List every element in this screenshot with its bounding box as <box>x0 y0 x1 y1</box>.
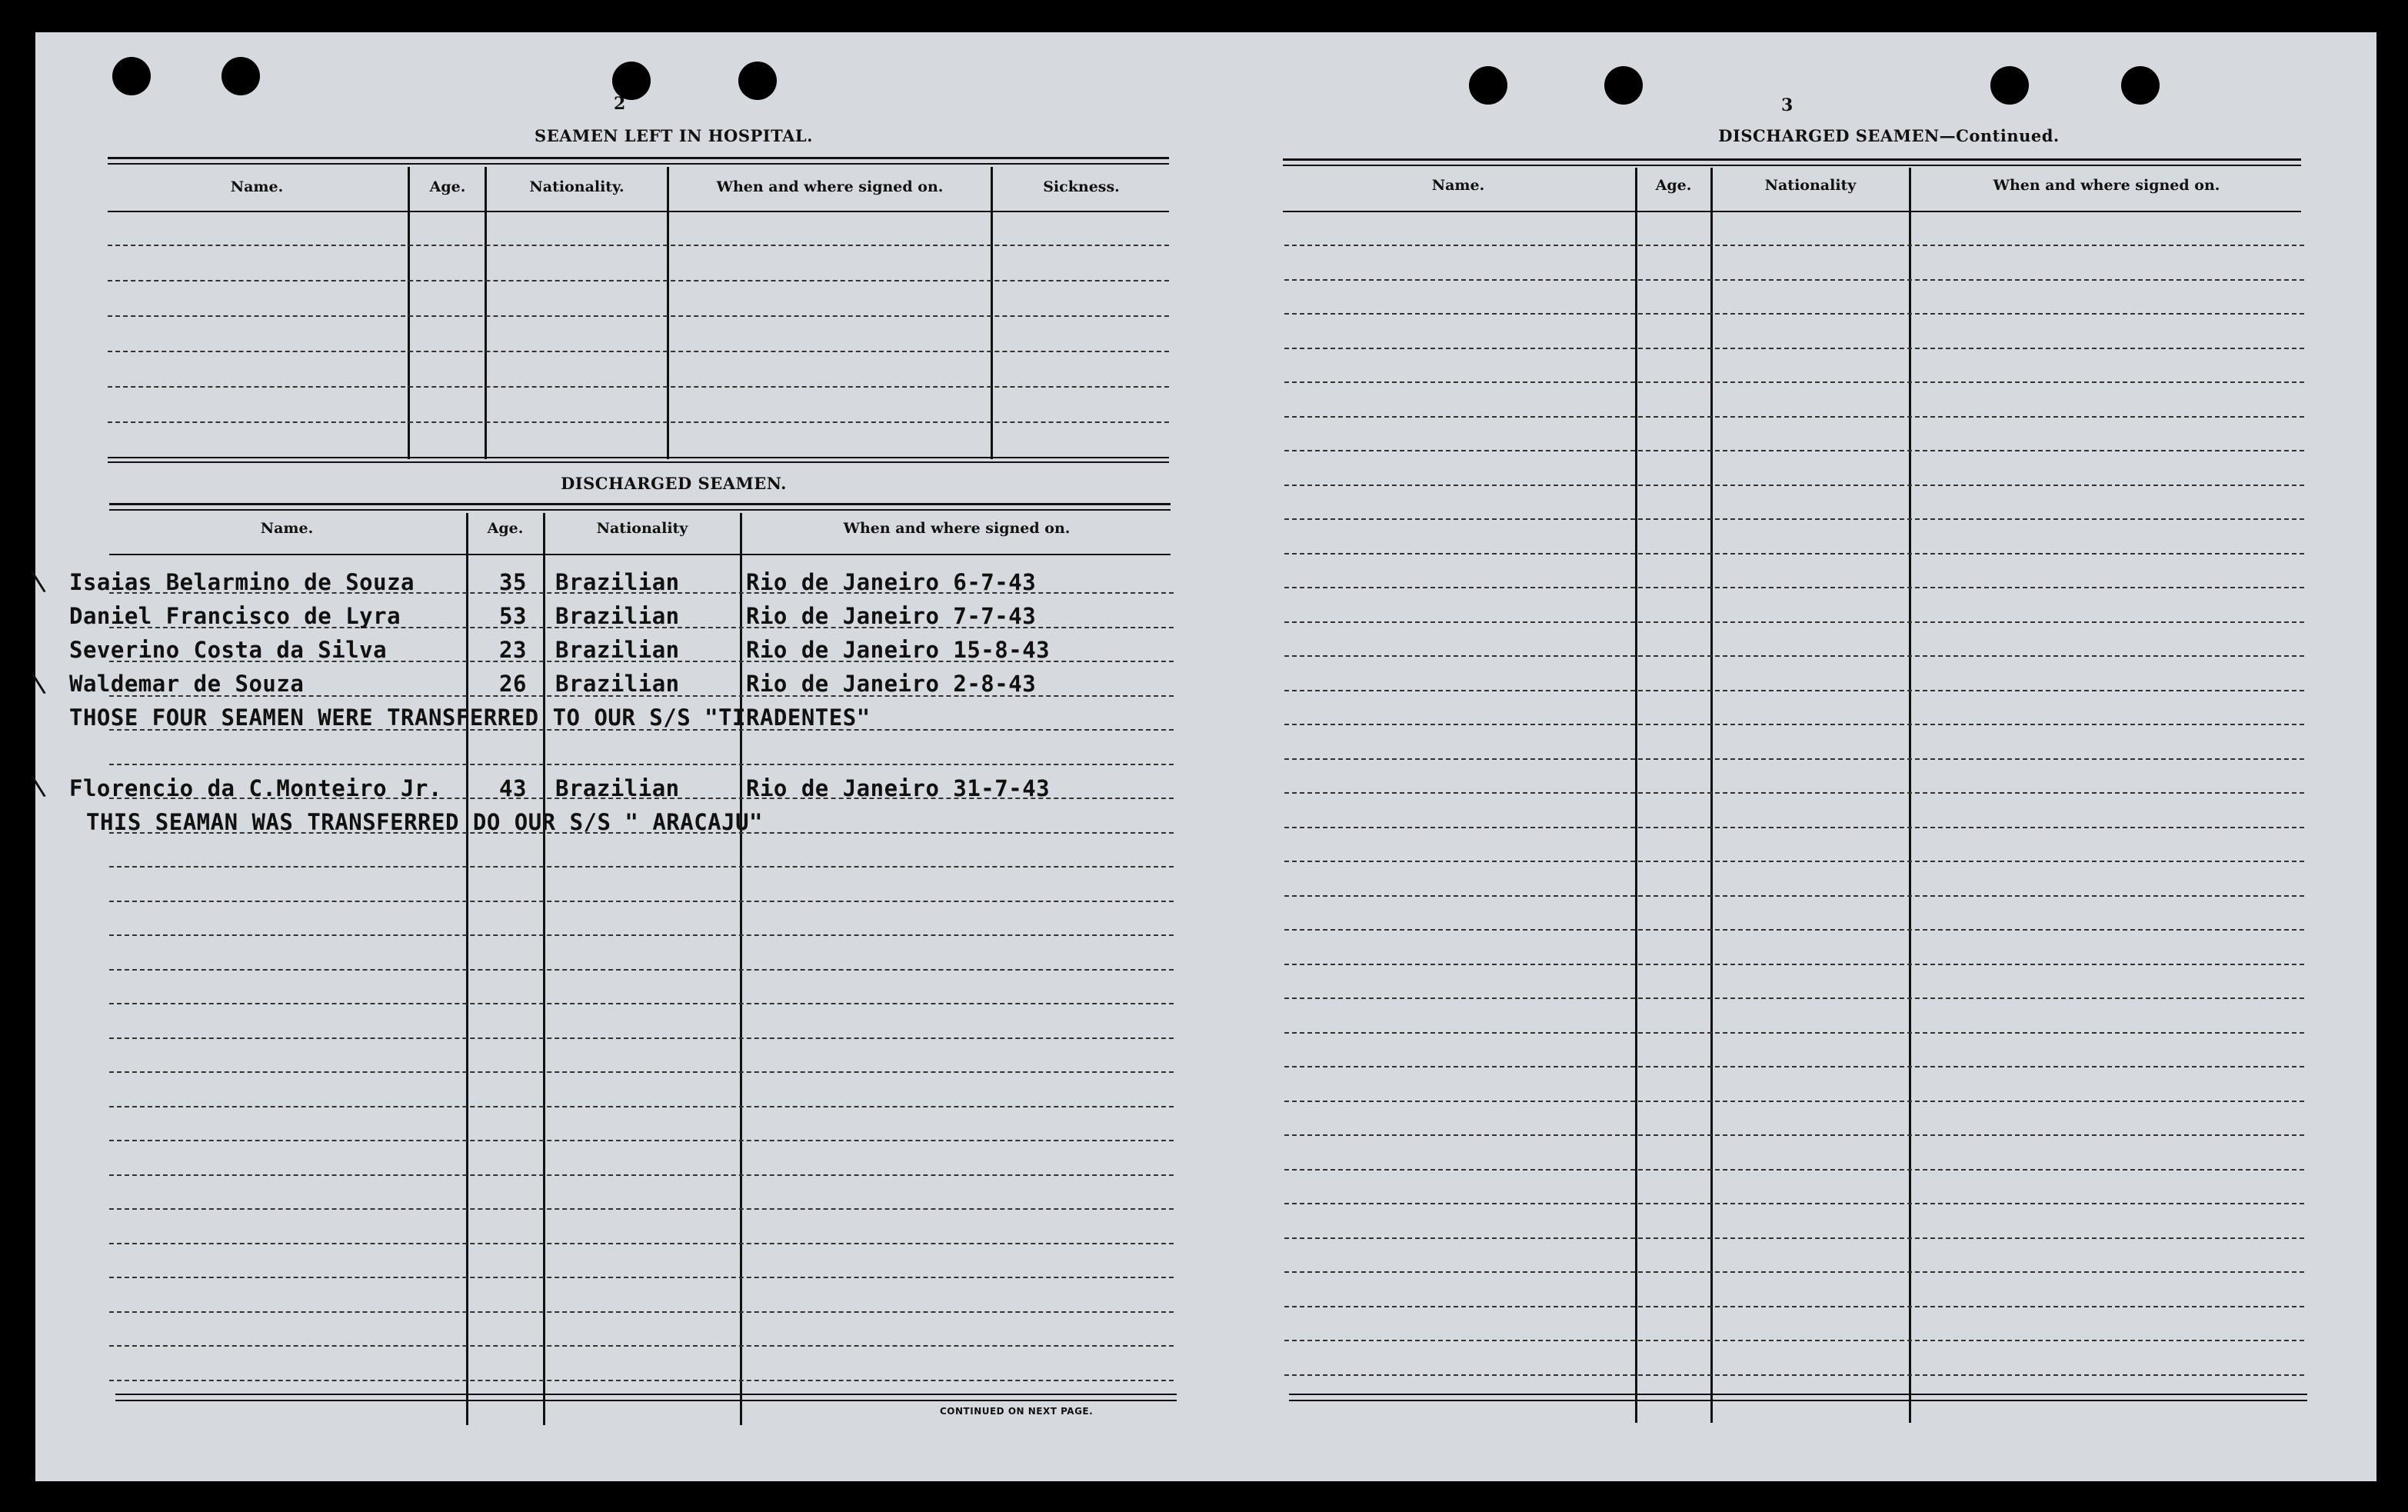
row-rule <box>1284 861 2304 862</box>
col-header-age: Age. <box>487 520 524 537</box>
row-rule <box>109 1208 1174 1210</box>
row-rule <box>109 1277 1174 1278</box>
seaman-age: 26 <box>499 671 527 697</box>
table-top-rule <box>1283 158 2301 161</box>
row-rule <box>108 386 1169 388</box>
table-top-rule <box>109 503 1171 505</box>
seaman-age: 23 <box>499 637 527 663</box>
row-rule <box>1284 553 2304 555</box>
row-rule <box>1284 1271 2304 1273</box>
table-top-rule <box>108 157 1169 159</box>
row-rule <box>1284 724 2304 725</box>
check-mark: \ <box>29 565 48 598</box>
row-rule <box>1284 313 2304 315</box>
left-page <box>29 32 1189 1481</box>
col-header-name: Name. <box>230 178 284 195</box>
row-rule <box>1284 1306 2304 1307</box>
discharged-continued-title: DISCHARGED SEAMEN—Continued. <box>1718 126 2060 145</box>
row-rule <box>1284 1340 2304 1341</box>
seaman-age: 35 <box>499 569 527 595</box>
transfer-note: THOSE FOUR SEAMEN WERE TRANSFERRED TO OUR S/S "TIRADENTES" <box>69 704 871 731</box>
row-rule <box>108 280 1169 281</box>
punch-hole <box>1990 66 2029 105</box>
table-top-rule <box>108 163 1169 165</box>
row-rule <box>1284 827 2304 828</box>
row-rule <box>1284 416 2304 418</box>
table-bottom-rule <box>108 461 1169 463</box>
table-bottom-rule <box>1289 1400 2307 1401</box>
row-rule <box>1284 348 2304 349</box>
seaman-nationality: Brazilian <box>555 775 680 801</box>
row-rule <box>1284 485 2304 486</box>
row-rule <box>1284 245 2304 246</box>
col-header-age: Age. <box>1655 177 1692 194</box>
row-rule <box>109 1037 1174 1039</box>
row-rule <box>1284 964 2304 965</box>
row-rule <box>109 969 1174 971</box>
column-divider <box>1909 168 1911 1423</box>
discharged-section-title: DISCHARGED SEAMEN. <box>561 474 787 493</box>
check-mark: \ <box>29 667 48 700</box>
seaman-signed-on: Rio de Janeiro 15-8-43 <box>746 637 1051 663</box>
seaman-signed-on: Rio de Janeiro 7-7-43 <box>746 603 1037 629</box>
continued-footer: CONTINUED ON NEXT PAGE. <box>940 1406 1094 1417</box>
column-divider <box>667 167 669 459</box>
row-rule <box>109 901 1174 902</box>
row-rule <box>109 1003 1174 1004</box>
row-rule <box>109 1380 1174 1381</box>
seaman-nationality: Brazilian <box>555 637 680 663</box>
table-bottom-rule <box>108 457 1169 458</box>
row-rule <box>109 1071 1174 1073</box>
row-rule <box>1284 1066 2304 1067</box>
seaman-name: Daniel Francisco de Lyra <box>69 603 401 629</box>
row-rule <box>1284 1134 2304 1136</box>
row-rule <box>1284 929 2304 931</box>
row-rule <box>109 1345 1174 1347</box>
punch-hole <box>112 57 151 95</box>
row-rule <box>1284 621 2304 623</box>
row-rule <box>1284 690 2304 691</box>
column-divider <box>991 167 993 459</box>
col-header-name: Name. <box>260 520 314 537</box>
header-rule <box>108 211 1169 212</box>
row-rule <box>1284 1237 2304 1239</box>
seaman-signed-on: Rio de Janeiro 31-7-43 <box>746 775 1051 801</box>
punch-hole <box>221 57 260 95</box>
row-rule <box>109 1140 1174 1141</box>
punch-hole <box>1604 66 1643 105</box>
column-divider <box>1635 168 1637 1423</box>
row-rule <box>1284 997 2304 999</box>
seaman-signed-on: Rio de Janeiro 2-8-43 <box>746 671 1037 697</box>
seaman-nationality: Brazilian <box>555 603 680 629</box>
hospital-section-title: SEAMEN LEFT IN HOSPITAL. <box>535 126 813 145</box>
table-top-rule <box>109 509 1171 511</box>
row-rule <box>1284 1169 2304 1171</box>
table-bottom-rule <box>115 1400 1177 1401</box>
row-rule <box>1284 518 2304 520</box>
table-bottom-rule <box>115 1394 1177 1395</box>
seaman-name: Waldemar de Souza <box>69 671 305 697</box>
col-header-sickness: Sickness. <box>1043 178 1120 195</box>
right-page <box>1189 32 2376 1481</box>
punch-hole <box>1469 66 1507 105</box>
header-rule <box>109 554 1171 555</box>
row-rule <box>109 934 1174 936</box>
table-top-rule <box>1283 165 2301 166</box>
check-mark: \ <box>29 770 48 803</box>
row-rule <box>1284 450 2304 451</box>
column-divider <box>485 167 487 459</box>
row-rule <box>109 1243 1174 1244</box>
row-rule <box>1284 792 2304 794</box>
row-rule <box>1284 895 2304 897</box>
col-header-nationality: Nationality <box>596 520 688 537</box>
seaman-name: Isaias Belarmino de Souza <box>69 569 415 595</box>
punch-hole <box>738 62 777 100</box>
column-divider <box>408 167 410 459</box>
column-divider <box>1710 168 1713 1423</box>
row-rule <box>1284 381 2304 383</box>
col-header-nationality: Nationality. <box>529 178 624 195</box>
table-bottom-rule <box>1289 1394 2307 1395</box>
row-rule <box>109 1174 1174 1176</box>
seaman-name: Florencio da C.Monteiro Jr. <box>69 775 442 801</box>
row-rule <box>108 351 1169 352</box>
seaman-nationality: Brazilian <box>555 569 680 595</box>
row-rule <box>1284 587 2304 588</box>
row-rule <box>1284 655 2304 657</box>
row-rule <box>1284 1032 2304 1034</box>
seaman-age: 43 <box>499 775 527 801</box>
seaman-age: 53 <box>499 603 527 629</box>
row-rule <box>108 315 1169 317</box>
row-rule <box>1284 1101 2304 1102</box>
row-rule <box>1284 758 2304 760</box>
row-rule <box>109 1311 1174 1313</box>
header-rule <box>1283 211 2301 212</box>
row-rule <box>109 866 1174 868</box>
col-header-age: Age. <box>429 178 466 195</box>
col-header-nationality: Nationality <box>1764 177 1857 194</box>
transfer-note: THIS SEAMAN WAS TRANSFERRED DO OUR S/S " ARACAJU" <box>86 809 764 835</box>
seaman-signed-on: Rio de Janeiro 6-7-43 <box>746 569 1037 595</box>
punch-hole <box>2121 66 2160 105</box>
row-rule <box>109 1106 1174 1107</box>
seaman-nationality: Brazilian <box>555 671 680 697</box>
seaman-name: Severino Costa da Silva <box>69 637 388 663</box>
col-header-signed-on: When and where signed on. <box>716 178 944 195</box>
row-rule <box>1284 1374 2304 1376</box>
col-header-signed-on: When and where signed on. <box>843 520 1071 537</box>
row-rule <box>109 764 1174 765</box>
page-number: 2 <box>614 94 626 114</box>
page-number: 3 <box>1781 95 1794 115</box>
col-header-signed-on: When and where signed on. <box>1993 177 2220 194</box>
row-rule <box>1284 279 2304 281</box>
row-rule <box>108 245 1169 246</box>
col-header-name: Name. <box>1431 177 1485 194</box>
row-rule <box>1284 1203 2304 1204</box>
row-rule <box>108 421 1169 423</box>
